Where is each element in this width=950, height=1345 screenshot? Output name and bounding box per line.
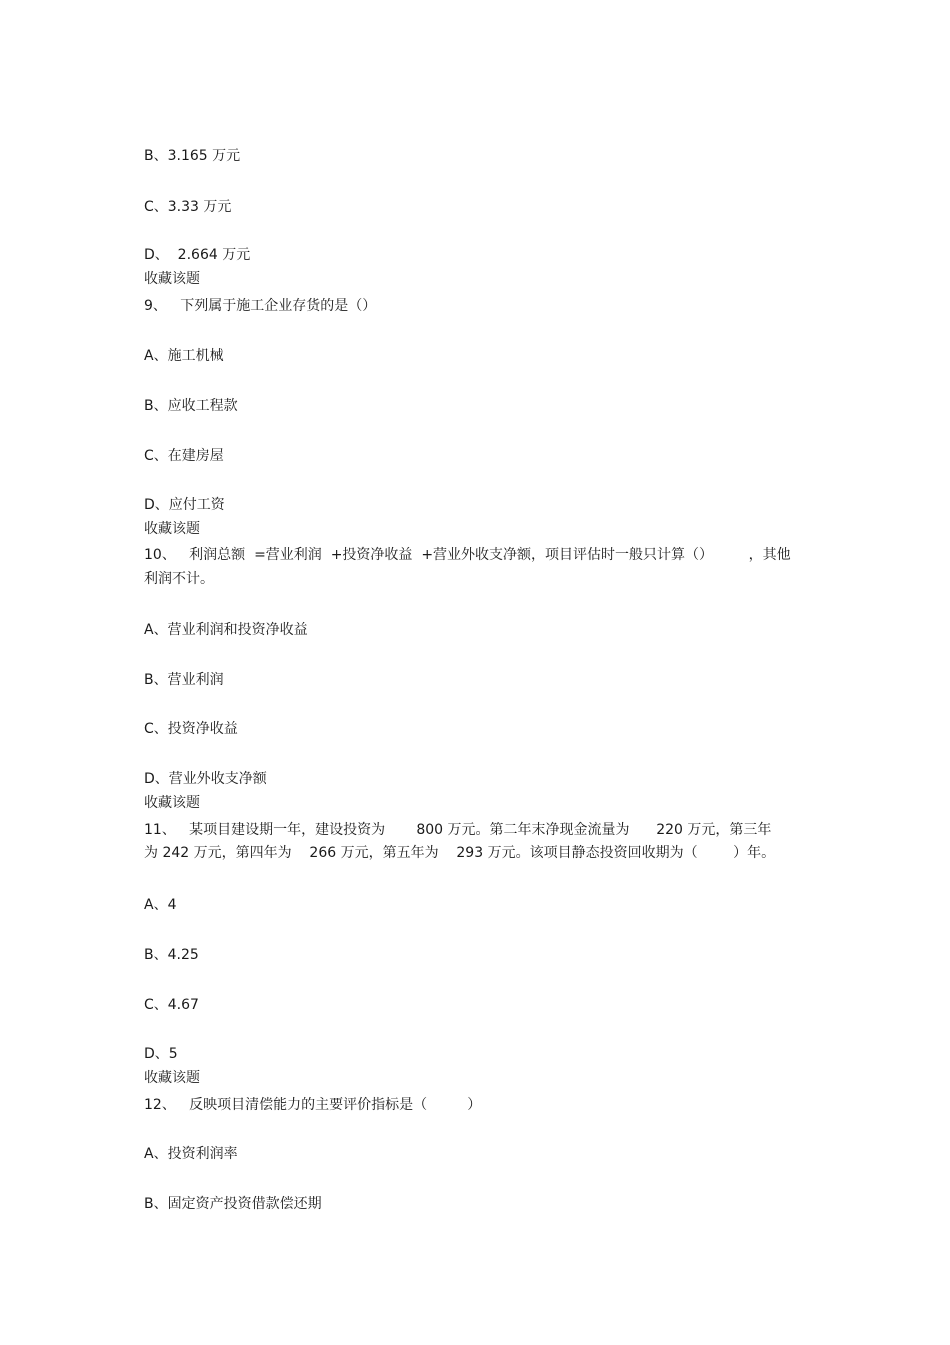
option-c-q8: C、3.33 万元	[144, 199, 232, 215]
option-c-q11: C、4.67	[144, 997, 199, 1013]
option-c-q9: C、在建房屋	[144, 448, 224, 464]
question-10-line-1: 10、 利润总额 =营业利润 +投资净收益 +营业外收支净额，项目评估时一般只计算（） ，其他	[144, 547, 791, 563]
option-b-q11: B、4.25	[144, 947, 199, 963]
question-9: 9、 下列属于施工企业存货的是（）	[144, 298, 377, 314]
option-a-q12: A、投资利润率	[144, 1146, 238, 1162]
favorite-link-q10[interactable]: 收藏该题	[144, 795, 200, 811]
question-12: 12、 反映项目清偿能力的主要评价指标是（ ）	[144, 1097, 482, 1113]
favorite-link-q9[interactable]: 收藏该题	[144, 521, 200, 537]
question-11-line-2: 为 242 万元，第四年为 266 万元，第五年为 293 万元。该项目静态投资回收期为（ ）年。	[144, 845, 776, 861]
option-b-q9: B、应收工程款	[144, 398, 238, 414]
option-a-q10: A、营业利润和投资净收益	[144, 622, 308, 638]
option-c-q10: C、投资净收益	[144, 721, 238, 737]
favorite-link-q8[interactable]: 收藏该题	[144, 271, 200, 287]
option-b-q8: B、3.165 万元	[144, 148, 241, 164]
option-d-q11: D、5	[144, 1046, 178, 1062]
option-b-q12: B、固定资产投资借款偿还期	[144, 1196, 322, 1212]
option-a-q11: A、4	[144, 897, 177, 913]
option-d-q10: D、营业外收支净额	[144, 771, 267, 787]
option-d-q9: D、应付工资	[144, 497, 225, 513]
question-11-line-1: 11、 某项目建设期一年，建设投资为 800 万元。第二年末净现金流量为 220 万元，第三年	[144, 822, 772, 838]
option-a-q9: A、施工机械	[144, 348, 224, 364]
favorite-link-q11[interactable]: 收藏该题	[144, 1070, 200, 1086]
question-10-line-2: 利润不计。	[144, 571, 214, 587]
option-d-q8: D、 2.664 万元	[144, 247, 251, 263]
option-b-q10: B、营业利润	[144, 672, 224, 688]
